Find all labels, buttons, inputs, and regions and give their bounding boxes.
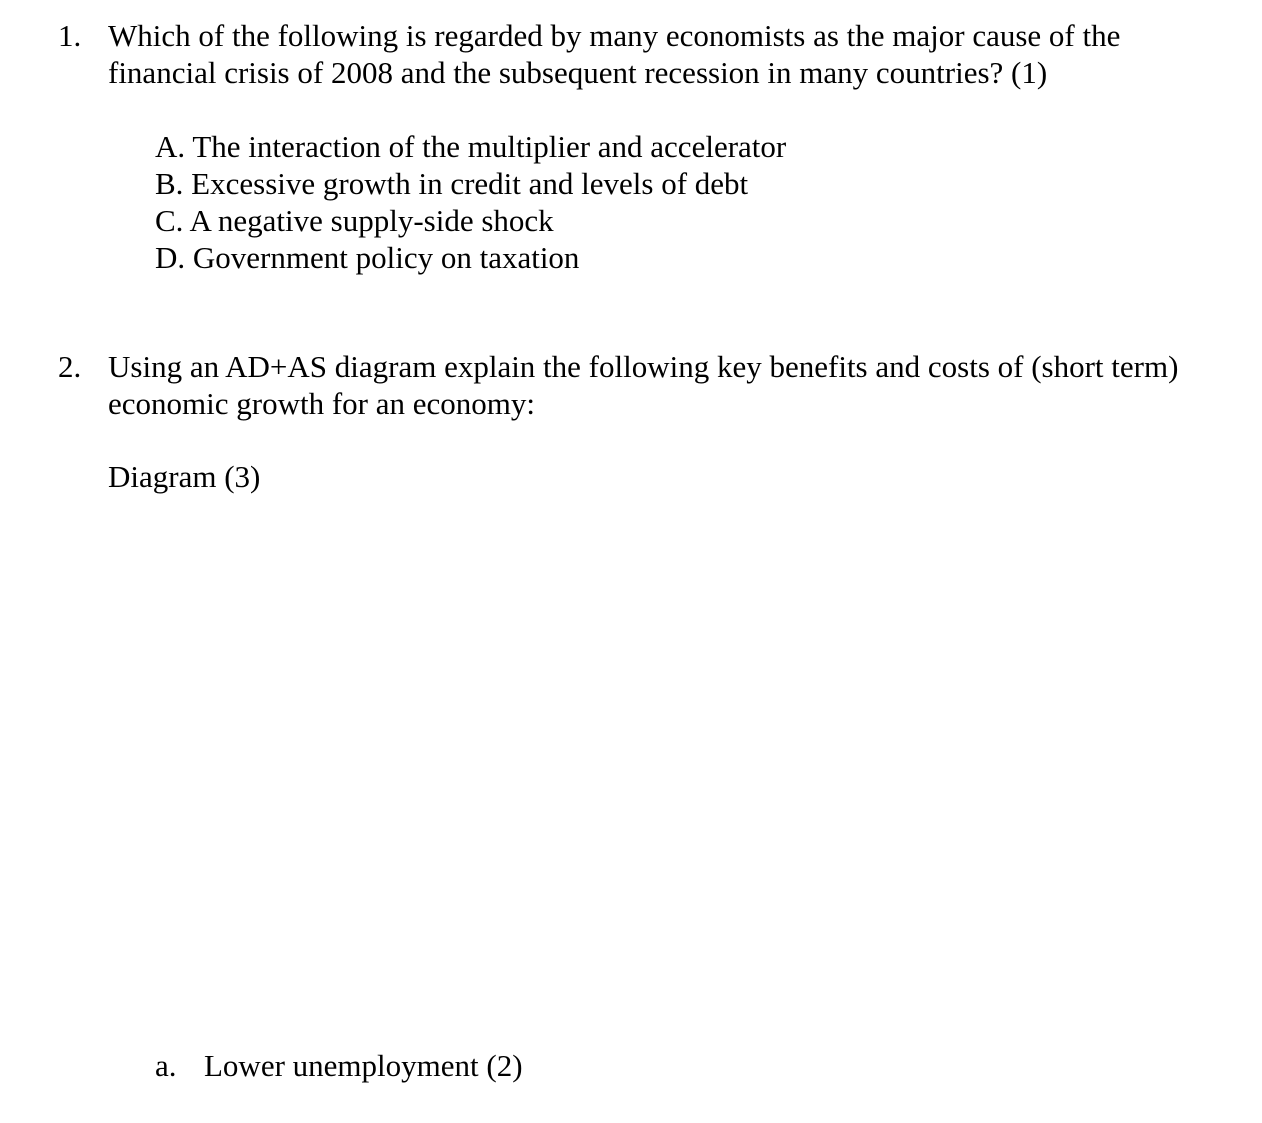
diagram-label: Diagram (3) xyxy=(108,459,261,494)
question-2-text xyxy=(108,348,1228,422)
subpart-a-letter: a. xyxy=(155,1048,177,1083)
question-1-line-1: Which of the following is regarded by many economists as the major cause of the xyxy=(108,18,1121,53)
question-1-number: 1. xyxy=(58,18,82,53)
option-a[interactable]: A. The interaction of the multiplier and accelerator xyxy=(155,129,787,164)
question-2-number: 2. xyxy=(58,349,82,384)
subpart-a-text: Lower unemployment (2) xyxy=(204,1048,523,1083)
question-1-text xyxy=(108,17,1228,91)
question-1-line-2: financial crisis of 2008 and the subsequent recession in many countries? (1) xyxy=(108,55,1048,90)
question-2-line-2: economic growth for an economy: xyxy=(108,386,535,421)
question-1-options xyxy=(155,128,1055,276)
question-2-line-1: Using an AD+AS diagram explain the following key benefits and costs of (short term) xyxy=(108,349,1179,384)
option-d[interactable]: D. Government policy on taxation xyxy=(155,240,580,275)
option-c[interactable]: C. A negative supply-side shock xyxy=(155,203,554,238)
option-b[interactable]: B. Excessive growth in credit and levels of debt xyxy=(155,166,749,201)
